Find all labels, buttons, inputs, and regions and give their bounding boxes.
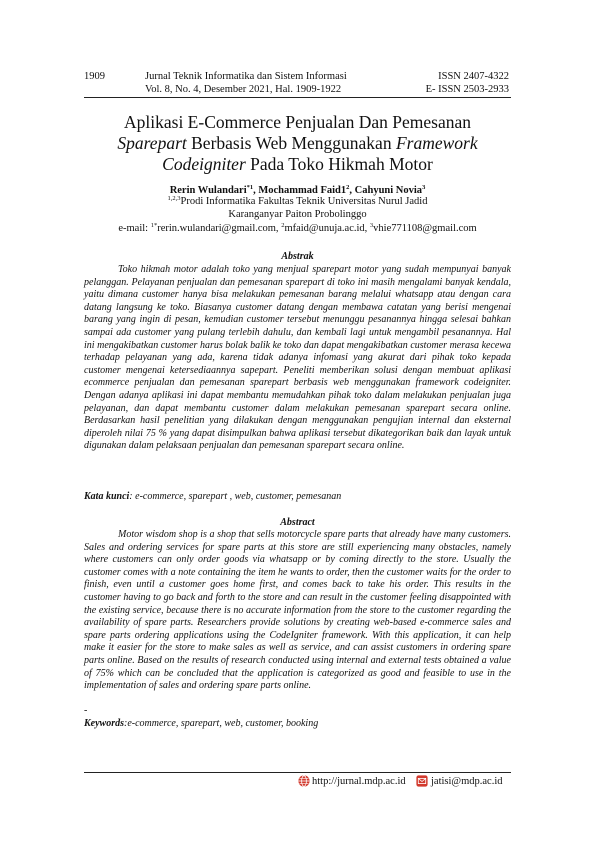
footer-website[interactable]	[298, 775, 406, 787]
title-line-2: Sparepart Berbasis Web Menggunakan Framework	[117, 133, 478, 153]
abstrak-body: Toko hikmah motor adalah toko yang menjual sparepart motor yang sudah mempunyai banyak pelanggan. Pelayanan penjualan dan pemesanan sparepart di toko ini masih mengalami banyak kendala, yaitu dimana customer hanya bisa melakukan pemesanan barang melalui whatsapp atau dengan cara datang langsung ke toko. Biasanya customer datang dengan membawa catatan yang berisi mengenai barang yang ingin di pesan, kemudian customer tersebut menunggu pesanannya hingga selesai bahkan sampai ada customer yang pulang terlebih dahulu, dan kembali lagi untuk mengambil pesanannya. Hal ini mengakibatkan customer harus bolak balik ke toko dan dapat mengakibatkan customer merasa kecewa terhadap pelayanan yang ada, karena tidak adanya infomasi yang akurat dari pihak toko kepada customer mengenai ketersediaannya sapepart. Peneliti memberikan solusi dengan membuat aplikasi ecommerce penjualan dan pemesanan sparepart berbasis web menggunakan framework codeigniter. Dengan adanya aplikasi ini dapat membantu memudahkan pihak toko dalam melakukan penjualan juga pelayanan, dan dapat membantu customer dalam melakukan pemesanan sparepart secara online. Berdasarkan hasil penelitian yang dilakukan dengan menggunakan pengujian internal dan eksternal diperoleh nilai 75 % yang dapat disimpulkan bahwa aplikasi tersebut dikategorikan baik dan layak untuk digunakan dalam pelaksaan penjualan dan pemesanan sparepart secara online.	[84, 264, 511, 452]
author-emails: e-mail: $^{1*}$rerin.wulandari@gmail.com, $^2$mfaid@unuja.ac.id, $^3$vhie771108@gmail.com	[118, 222, 477, 234]
footer-website-link[interactable]: http://jurnal.mdp.ac.id	[312, 775, 406, 787]
journal-issue: Vol. 8, No. 4, Desember 2021, Hal. 1909-1922	[145, 84, 342, 95]
title-line-1: Aplikasi E-Commerce Penjualan Dan Pemesanan	[124, 112, 471, 132]
separator-dash: -	[84, 705, 88, 716]
header-divider	[84, 97, 511, 98]
author-list: Rerin Wulandari$^{*1}$, Mochammad $Faid1^2$, Cahyuni Novia$^3$	[169, 184, 426, 196]
paper-title	[84, 112, 511, 175]
globe-icon	[298, 775, 310, 787]
keywords: Keywords:e-commerce, sparepart, web, customer, booking	[84, 718, 319, 729]
affiliation-address: Karanganyar Paiton Probolinggo	[228, 209, 367, 220]
footer-email-link[interactable]: jatisi@mdp.ac.id	[431, 775, 503, 787]
abstract-body: Motor wisdom shop is a shop that sells motorcycle spare parts that already have many customers. Sales and ordering services for spare parts at this store are still experiencing many obstacles, namely where customers can only order goods via whatsapp or by coming directly to the store. Usually the customer comes with a note containing the item he wants to order, then the customer waits for the order to finish, even until a customer goes home first, and comes back to take his order. This results in the customer having to go back and forth to the store and can result in the customer feeling disappointed with the existing service, because there is no accurate information from the store to the customer regarding the availability of spare parts. Researchers provide solutions by creating web-based e-commerce sales and spare parts ordering applications using the CodeIgniter framework. With this application, it can help make it easier for the store to make sales as well as service, and can assist customers in ordering spare parts online. Based on the results of research conducted using internal and external tests obtained a value of 75% which can be concluded that the application is categorized as good and feasible to use in the implementation of sales and ordering spare parts online.	[84, 529, 511, 692]
page-number: 1909	[84, 71, 105, 82]
footer-divider	[84, 772, 511, 773]
title-line-3: Codeigniter Pada Toko Hikmah Motor	[162, 154, 433, 174]
issn-print: ISSN 2407-4322	[438, 71, 509, 82]
issn-online: E- ISSN 2503-2933	[425, 84, 509, 95]
footer-email[interactable]	[416, 775, 503, 787]
affiliation: $^{1,2,3}$Prodi Informatika Fakultas Teknik Universitas Nurul Jadid	[167, 195, 428, 207]
journal-name: Jurnal Teknik Informatika dan Sistem Informasi	[145, 71, 347, 82]
kata-kunci: Kata kunci: e-commerce, sparepart , web, customer, pemesanan	[84, 491, 342, 502]
abstrak-heading: Abstrak	[281, 251, 314, 262]
mail-icon	[416, 775, 428, 787]
abstract-heading: Abstract	[280, 517, 315, 528]
